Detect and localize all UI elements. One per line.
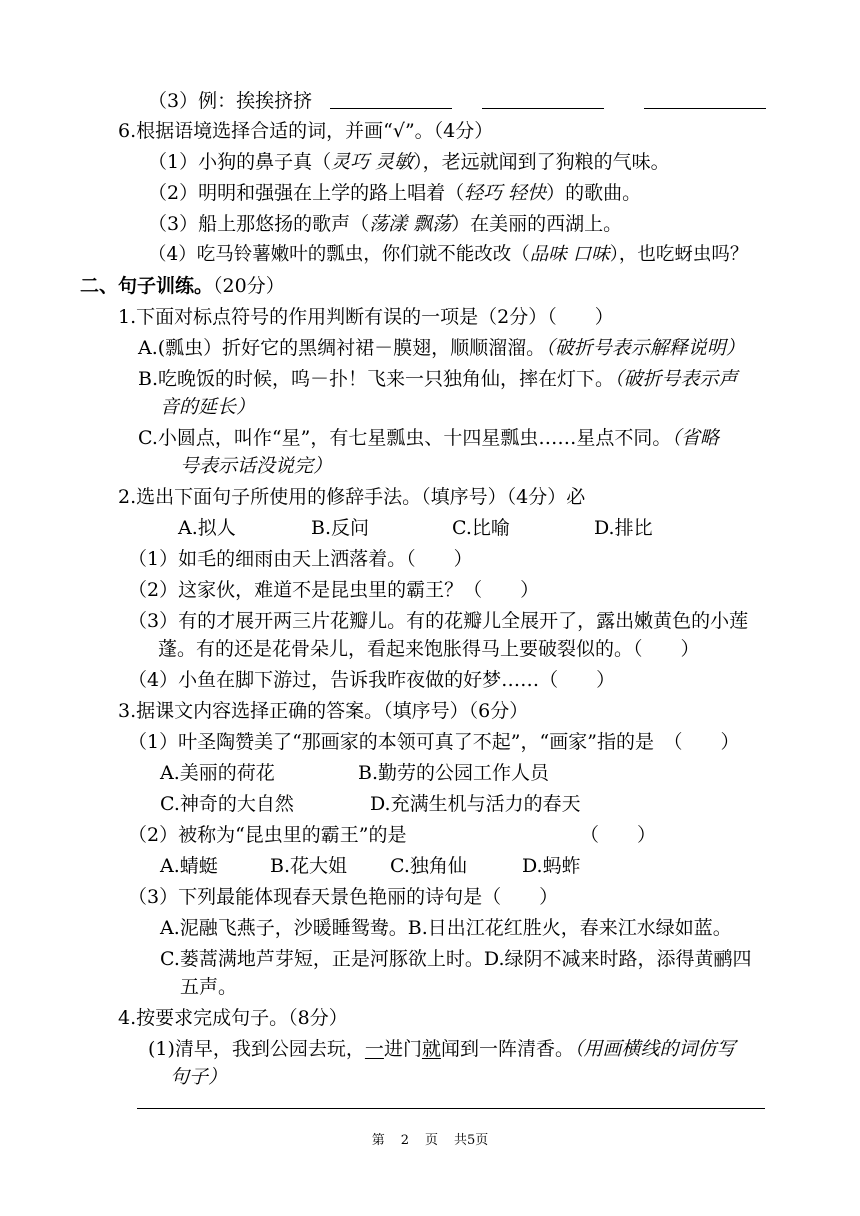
s3-item-3-options-cd-cont: 五声。 (180, 976, 238, 998)
s1-option-c-note-cont: 号表示话没说完） (180, 455, 333, 477)
s1-option-c[interactable] (138, 425, 719, 451)
s1-option-b-note: （破折号表示声 (614, 368, 738, 390)
footer-page-label: 第 (371, 1133, 385, 1148)
s3-item-1-option-c: C.神奇的大自然 (160, 793, 294, 815)
s3-item-3-options-ab: A.泥融飞燕子，沙暖睡鸳鸯。B.日出江花红胜火，春来江水绿如蓝。 (160, 917, 732, 939)
q6-item-4 (148, 242, 748, 268)
s4-item-1-note-cont: 句子） (170, 1066, 228, 1088)
s1-option-a-text: A.(瓢虫）折好它的黑绸衬裙－膜翅，顺顺溜溜。 (138, 337, 546, 359)
footer-page-unit: 页 (425, 1133, 439, 1148)
s3-item-1-option-a: A.美丽的荷花 (160, 762, 275, 784)
s3-item-1-option-b: B.勤劳的公园工作人员 (358, 762, 550, 784)
s4-item-1-end: 闻到一阵清香。 (440, 1038, 574, 1060)
s1-option-b-text: B.吃晚饭的时候，呜－扑！飞来一只独角仙，摔在灯下。 (138, 368, 615, 390)
q6-item-4-text-end: ），也吃蚜虫吗？ (609, 244, 749, 265)
s4-title: 4.按要求完成句子。（8分） (118, 1007, 348, 1029)
q6-item-1 (148, 149, 670, 175)
s2-item-4[interactable]: （4）小鱼在脚下游过，告诉我昨夜做的好梦……（ ） (128, 669, 616, 691)
s4-underlined-word-1: 一 (364, 1038, 384, 1060)
footer-page-number: 2 (400, 1133, 409, 1148)
s2-option-d: D.排比 (594, 517, 653, 539)
s1-option-a[interactable] (138, 335, 745, 361)
q6-item-2-choices[interactable]: 轻巧 轻快 (464, 182, 547, 204)
q6-item-1-text-end: ），老远就闻到了狗粮的气味。 (413, 151, 670, 173)
s3-item-1[interactable]: （1）叶圣陶赞美了“那画家的本领可真了不起”，“画家”指的是 （ ） (128, 731, 740, 753)
footer-rule (137, 1108, 765, 1109)
q6-item-4-text: （4）吃马铃薯嫩叶的瓢虫，你们就不能改改（ (148, 244, 530, 265)
s4-item-1-mid: 进门 (383, 1038, 422, 1060)
section-2-title: 二、句子训练。 (80, 275, 214, 297)
s1-option-a-note: （破折号表示解释说明） (545, 337, 745, 359)
s3-item-2: （2）被称为“昆虫里的霸王”的是 (128, 824, 407, 846)
s2-option-a: A.拟人 (178, 517, 236, 539)
q6-item-3 (148, 211, 622, 237)
s1-option-c-text: C.小圆点，叫作“星”，有七星瓢虫、十四星瓢虫……星点不同。 (138, 427, 672, 449)
s1-option-c-note: （省略 (671, 427, 719, 449)
s2-item-3-cont: 蓬。有的还是花骨朵儿，看起来饱胀得马上要破裂似的。（ ） (158, 638, 700, 660)
s1-option-b-note-cont: 音的延长） (160, 396, 256, 418)
s2-item-2[interactable]: （2）这家伙，难道不是昆虫里的霸王？（ ） (128, 579, 540, 601)
q6-item-2-text-end: ）的歌曲。 (546, 182, 642, 204)
answer-blank-1[interactable] (330, 108, 452, 109)
answer-blank-2[interactable] (482, 108, 604, 109)
footer-total-pages: 共5页 (454, 1133, 489, 1148)
answer-blank-3[interactable] (644, 108, 766, 109)
q6-item-3-text: （3）船上那悠扬的歌声（ (148, 213, 370, 235)
q6-title: 6.根据语境选择合适的词，并画“√”。（4分） (118, 120, 494, 142)
s3-item-2-answer[interactable]: （ ） (580, 824, 657, 846)
s3-item-2-option-d: D.蚂蚱 (522, 855, 581, 877)
s2-title: 2.选出下面句子所使用的修辞手法。（填序号）（4分）必 (118, 486, 586, 508)
s4-item-1 (148, 1036, 736, 1062)
s3-item-2-option-b: B.花大姐 (270, 855, 348, 877)
s2-item-1[interactable]: （1）如毛的细雨由天上洒落着。（ ） (128, 548, 473, 570)
q6-item-3-text-end: ）在美丽的西湖上。 (451, 213, 623, 235)
s2-option-c: C.比喻 (452, 517, 510, 539)
s3-item-2-option-a: A.蜻蜓 (160, 855, 218, 877)
s3-item-3[interactable]: （3）下列最能体现春天景色艳丽的诗句是（ ） (128, 886, 559, 908)
q5-item-3: （3）例：挨挨挤挤 (148, 90, 313, 112)
s1-title: 1.下面对标点符号的作用判断有误的一项是（2分）（ ） (118, 306, 614, 328)
q6-item-1-text: （1）小狗的鼻子真（ (148, 151, 332, 173)
section-2-score: （20分） (213, 275, 285, 297)
q6-item-4-choices[interactable]: 品味 口味 (529, 244, 610, 265)
s3-item-2-option-c: C.独角仙 (390, 855, 467, 877)
q6-item-2-text: （2）明明和强强在上学的路上唱着（ (148, 182, 465, 204)
s3-title: 3.据课文内容选择正确的答案。（填序号）（6分） (118, 700, 529, 722)
s3-item-1-option-d: D.充满生机与活力的春天 (370, 793, 581, 815)
s4-item-1-note: （用画横线的词仿写 (573, 1038, 736, 1060)
page-footer (0, 1129, 860, 1148)
s2-item-3[interactable]: （3）有的才展开两三片花瓣儿。有的花瓣儿全展开了，露出嫩黄色的小莲 (128, 610, 749, 632)
s1-option-b[interactable] (138, 366, 738, 392)
section-2-heading (80, 273, 285, 299)
s4-underlined-word-2: 就 (421, 1038, 441, 1060)
q6-item-1-choices[interactable]: 灵巧 灵敏 (331, 151, 414, 173)
s3-item-3-options-cd: C.蒌蒿满地芦芽短，正是河豚欲上时。D.绿阴不减来时路，添得黄鹂四 (160, 948, 752, 970)
s4-item-1-text: (1)清早，我到公园去玩， (148, 1038, 365, 1060)
q6-item-3-choices[interactable]: 荡漾 飘荡 (369, 213, 452, 235)
q6-item-2 (148, 180, 641, 206)
s2-option-b: B.反问 (311, 517, 370, 539)
